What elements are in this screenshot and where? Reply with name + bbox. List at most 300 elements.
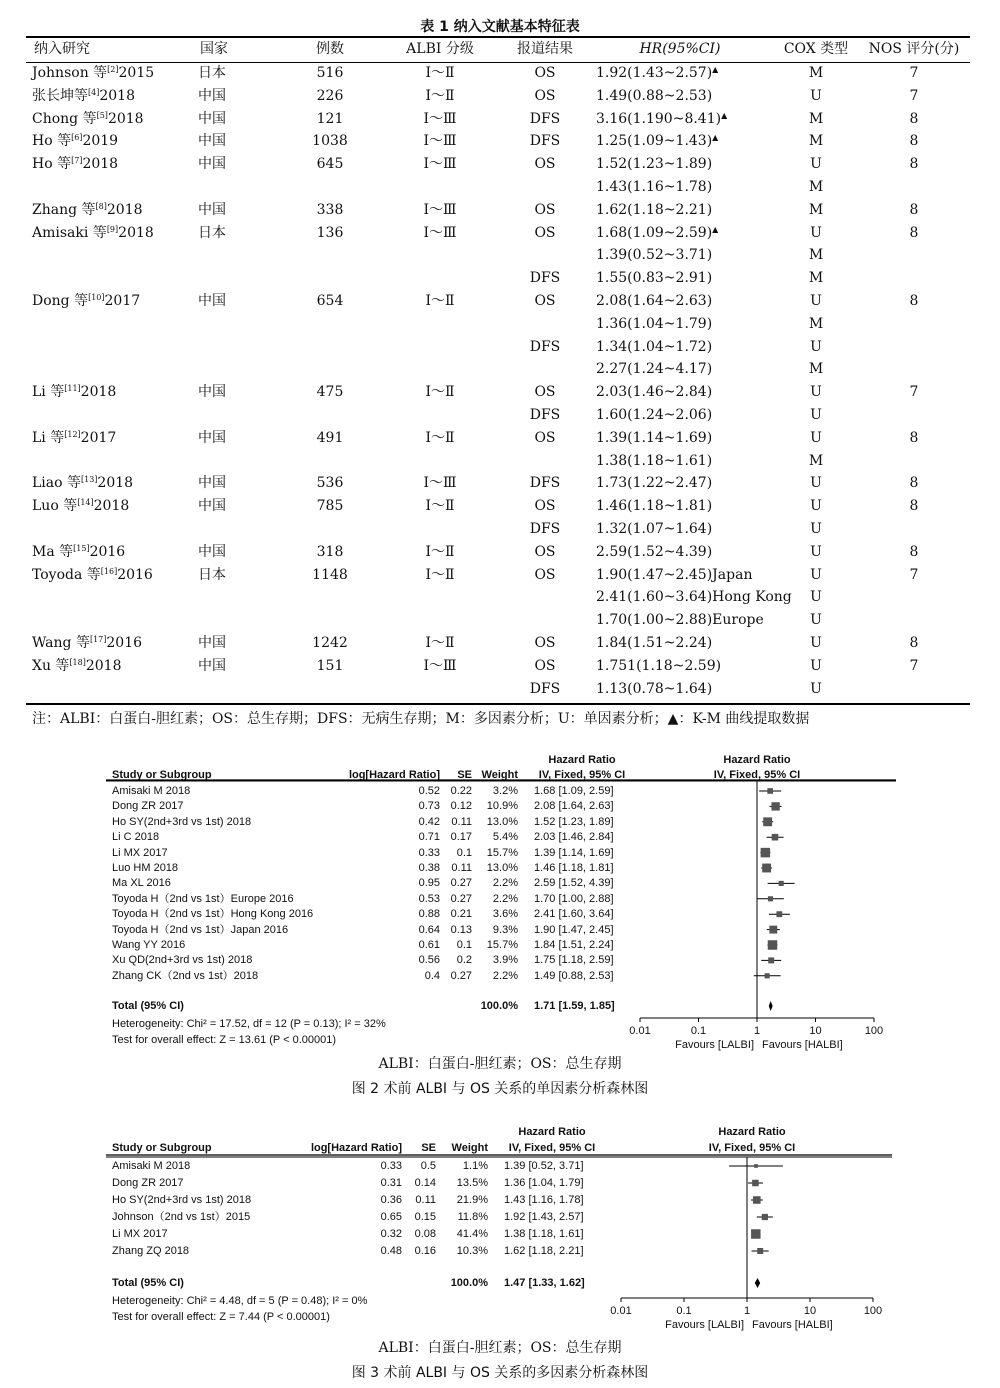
total-ci: 1.47 [1.33, 1.62] <box>504 1277 585 1289</box>
hazard-ratio-ci: 1.68 [1.09, 2.59] <box>534 785 614 797</box>
nos-score-cell: 8 <box>909 293 919 309</box>
hazard-ratio-ci: 1.92 [1.43, 2.57] <box>504 1211 584 1223</box>
ci-header: IV, Fixed, 95% CI <box>508 1142 596 1154</box>
hr-plot-group-header: Hazard Ratio <box>718 1126 786 1138</box>
study-name: Zhang 等 <box>32 201 96 218</box>
sample-size-cell: 151 <box>316 657 344 674</box>
hazard-ratio-value: 1.84(1.51~2.24) <box>596 635 713 651</box>
study-year: 2018 <box>80 384 117 401</box>
log-hazard-ratio: 0.38 <box>418 862 440 874</box>
country-cell: 日本 <box>198 65 226 81</box>
x-axis-tick-label: 10 <box>809 1025 822 1037</box>
reference-mark: [8] <box>95 201 107 211</box>
standard-error: 0.27 <box>450 969 472 982</box>
standard-error: 0.11 <box>415 1194 436 1206</box>
reference-mark: [2] <box>107 65 119 74</box>
cox-type-cell: M <box>808 179 824 195</box>
country-cell: 中国 <box>198 498 226 515</box>
nos-score-cell: 7 <box>909 657 919 674</box>
hazard-ratio-value: 1.32(1.07~1.64) <box>596 521 713 537</box>
log-hazard-ratio: 0.52 <box>418 785 440 797</box>
albi-grade-cell: Ⅰ～Ⅲ <box>423 110 457 127</box>
country-cell: 中国 <box>198 657 226 674</box>
hazard-ratio-value: 1.43(1.16~1.78) <box>596 179 713 195</box>
plot-ci-header: IV, Fixed, 95% CI <box>708 1142 796 1154</box>
study-square-marker <box>752 1180 758 1186</box>
log-hazard-ratio: 0.71 <box>418 831 440 844</box>
study-name: Liao 等 <box>32 475 81 492</box>
albi-grade-cell: Ⅰ～Ⅱ <box>425 65 455 81</box>
favours-right-label: Favours [HALBI] <box>752 1319 833 1331</box>
standard-error: 0.11 <box>451 862 472 874</box>
log-hazard-ratio: 0.53 <box>418 892 440 905</box>
study-name: Luo 等 <box>32 498 78 515</box>
study-year: 2018 <box>107 110 144 127</box>
hazard-ratio-value: 2.41(1.60~3.64)Hong Kong <box>596 589 792 606</box>
log-hazard-ratio: 0.33 <box>380 1160 402 1172</box>
hazard-ratio-ci: 1.39 [0.52, 3.71] <box>504 1160 584 1172</box>
study-name: Ho SY(2nd+3rd vs 1st) 2018 <box>112 1194 252 1206</box>
km-curve-mark: ▲ <box>712 65 719 74</box>
country-cell: 中国 <box>198 110 226 127</box>
country-cell: 日本 <box>198 566 226 583</box>
study-name: Toyoda H（2nd vs 1st）Hong Kong 2016 <box>112 908 314 921</box>
study-name: Amisaki 等 <box>32 224 107 241</box>
col-loghr-header: log[Hazard Ratio] <box>310 1142 402 1154</box>
hazard-ratio-ci: 2.08 [1.64, 2.63] <box>534 800 614 813</box>
reference-mark: [18] <box>69 657 86 667</box>
col-weight-header: Weight <box>481 769 518 781</box>
standard-error: 0.13 <box>450 923 472 936</box>
study-name: Xu 等 <box>32 657 70 674</box>
study-name: Dong 等 <box>32 293 89 309</box>
hazard-ratio-value: 1.39(0.52~3.71) <box>596 247 713 264</box>
study-year: 2018 <box>118 224 154 241</box>
albi-grade-cell: Ⅰ～Ⅱ <box>425 635 455 651</box>
cox-type-cell: U <box>810 293 822 309</box>
hr-group-header: Hazard Ratio <box>548 754 616 766</box>
table-header-cell: ALBI 分级 <box>406 41 474 57</box>
standard-error: 0.12 <box>450 800 472 813</box>
nos-score-cell: 7 <box>909 65 919 81</box>
km-curve-mark: ▲ <box>721 110 728 120</box>
nos-score-cell: 8 <box>909 543 919 560</box>
country-cell: 中国 <box>198 201 226 218</box>
study-year: 2019 <box>82 133 119 150</box>
favours-left-label: Favours [LALBI] <box>665 1319 744 1331</box>
hazard-ratio-value: 3.16(1.190~8.41) <box>596 110 722 127</box>
table-note: 注：ALBI：白蛋白-胆红素；OS：总生存期；DFS：无病生存期；M：多因素分析；U：单因素分析；▲：K-M 曲线提取数据 <box>32 711 810 727</box>
log-hazard-ratio: 0.32 <box>380 1228 402 1240</box>
cox-type-cell: M <box>808 201 824 218</box>
hazard-ratio-value: 2.59(1.52~4.39) <box>596 543 713 560</box>
hazard-ratio-value: 1.46(1.18~1.81) <box>596 498 713 515</box>
figure-footnote: ALBI：白蛋白-胆红素；OS：总生存期 <box>378 1340 622 1356</box>
study-name: Amisaki M 2018 <box>112 785 191 797</box>
study-weight: 2.2% <box>492 969 518 982</box>
x-axis-tick-label: 100 <box>863 1305 883 1317</box>
hazard-ratio-value: 1.36(1.04~1.79) <box>596 315 713 332</box>
hazard-ratio-ci: 1.70 [1.00, 2.88] <box>534 892 614 905</box>
nos-score-cell: 8 <box>909 133 919 150</box>
log-hazard-ratio: 0.4 <box>424 969 440 982</box>
study-name: Chong 等 <box>32 110 97 127</box>
total-weight: 100.0% <box>480 1000 518 1012</box>
study-square-marker <box>754 1164 758 1168</box>
col-se-header: SE <box>421 1142 436 1154</box>
study-weight: 3.2% <box>492 785 518 797</box>
country-cell: 中国 <box>198 156 226 173</box>
standard-error: 0.17 <box>450 831 472 844</box>
col-study-header: Study or Subgroup <box>112 1142 212 1154</box>
table-header-cell: 报道结果 <box>517 41 573 57</box>
cox-type-cell: U <box>810 429 822 446</box>
study-name: Zhang CK（2nd vs 1st）2018 <box>112 969 259 982</box>
log-hazard-ratio: 0.65 <box>380 1211 402 1223</box>
hazard-ratio-ci: 1.36 [1.04, 1.79] <box>504 1177 584 1189</box>
col-loghr-header: log[Hazard Ratio] <box>348 769 440 781</box>
sample-size-cell: 645 <box>316 156 344 173</box>
study-name: Dong ZR 2017 <box>112 1177 184 1189</box>
study-name: Ho 等 <box>32 133 72 150</box>
study-weight: 21.9% <box>456 1194 488 1206</box>
table-header-cell: HR(95%CI) <box>639 41 721 57</box>
outcome-cell: OS <box>534 635 556 651</box>
nos-score-cell: 7 <box>909 566 919 583</box>
country-cell: 中国 <box>198 543 226 560</box>
study-name: Ho 等 <box>32 156 72 173</box>
hazard-ratio-value: 1.68(1.09~2.59) <box>596 224 713 241</box>
nos-score-cell: 8 <box>909 429 919 446</box>
albi-grade-cell: Ⅰ～Ⅲ <box>423 133 457 150</box>
study-year: 2018 <box>99 87 135 104</box>
outcome-cell: DFS <box>529 133 561 150</box>
hazard-ratio-value: 1.62(1.18~2.21) <box>596 201 713 218</box>
study-name: Ma XL 2016 <box>112 877 171 890</box>
hazard-ratio-ci: 1.62 [1.18, 2.21] <box>504 1245 584 1257</box>
figure-footnote: ALBI：白蛋白-胆红素；OS：总生存期 <box>378 1056 622 1072</box>
albi-grade-cell: Ⅰ～Ⅱ <box>425 293 455 309</box>
log-hazard-ratio: 0.64 <box>418 923 440 936</box>
hr-group-header: Hazard Ratio <box>518 1126 586 1138</box>
nos-score-cell: 8 <box>909 498 919 515</box>
study-weight: 3.9% <box>492 954 518 967</box>
sample-size-cell: 136 <box>316 224 344 241</box>
sample-size-cell: 516 <box>316 65 344 81</box>
study-name: Li 等 <box>32 384 65 401</box>
study-name: Johnson（2nd vs 1st）2015 <box>112 1211 251 1223</box>
plot-ci-header: IV, Fixed, 95% CI <box>713 769 801 781</box>
reference-mark: [11] <box>64 384 81 394</box>
cox-type-cell: M <box>808 110 824 127</box>
albi-grade-cell: Ⅰ～Ⅲ <box>423 224 457 241</box>
albi-grade-cell: Ⅰ～Ⅱ <box>425 543 455 560</box>
study-name: Dong ZR 2017 <box>112 800 184 813</box>
sample-size-cell: 1242 <box>312 635 348 651</box>
albi-grade-cell: Ⅰ～Ⅲ <box>423 156 457 173</box>
study-year: 2018 <box>106 201 143 218</box>
study-weight: 5.4% <box>492 831 518 844</box>
country-cell: 中国 <box>198 429 226 446</box>
cox-type-cell: U <box>810 384 822 401</box>
study-name: Toyoda H（2nd vs 1st）Japan 2016 <box>112 923 289 936</box>
cox-type-cell: M <box>808 315 824 332</box>
cox-type-cell: U <box>810 156 822 173</box>
albi-grade-cell: Ⅰ～Ⅱ <box>425 566 455 583</box>
hazard-ratio-value: 1.92(1.43~2.57) <box>596 65 713 81</box>
study-weight: 41.4% <box>456 1228 488 1240</box>
x-axis-tick-label: 0.01 <box>629 1025 651 1037</box>
standard-error: 0.5 <box>420 1160 436 1172</box>
study-name: Li MX 2017 <box>112 846 168 859</box>
pooled-effect-diamond <box>755 1278 760 1288</box>
outcome-cell: OS <box>534 498 556 515</box>
nos-score-cell: 8 <box>909 110 919 127</box>
study-year: 2016 <box>117 566 153 583</box>
hazard-ratio-ci: 1.39 [1.14, 1.69] <box>534 846 614 859</box>
country-cell: 中国 <box>198 384 226 401</box>
albi-grade-cell: Ⅰ～Ⅱ <box>425 384 455 401</box>
cox-type-cell: U <box>810 543 822 560</box>
hazard-ratio-value: 2.03(1.46~2.84) <box>596 384 713 401</box>
study-name: Ho SY(2nd+3rd vs 1st) 2018 <box>112 815 252 828</box>
study-name: Wang YY 2016 <box>112 939 186 951</box>
study-weight: 10.3% <box>456 1245 488 1257</box>
study-weight: 13.0% <box>486 862 518 874</box>
cox-type-cell: M <box>808 270 824 287</box>
log-hazard-ratio: 0.56 <box>418 954 440 967</box>
cox-type-cell: U <box>810 635 822 651</box>
study-name: Li MX 2017 <box>112 1228 168 1240</box>
albi-grade-cell: Ⅰ～Ⅲ <box>423 201 457 218</box>
cox-type-cell: M <box>808 133 824 150</box>
sample-size-cell: 491 <box>316 429 344 446</box>
nos-score-cell: 8 <box>909 635 919 651</box>
cox-type-cell: U <box>810 475 822 492</box>
cox-type-cell: U <box>810 657 822 674</box>
standard-error: 0.27 <box>450 877 472 890</box>
study-weight: 15.7% <box>486 939 518 951</box>
col-se-header: SE <box>457 769 472 781</box>
study-weight: 13.0% <box>486 815 518 828</box>
study-name: Zhang ZQ 2018 <box>112 1245 190 1257</box>
nos-score-cell: 8 <box>909 475 919 492</box>
study-weight: 3.6% <box>492 908 518 921</box>
nos-score-cell: 8 <box>909 224 919 241</box>
reference-mark: [17] <box>89 635 107 644</box>
study-year: 2018 <box>85 657 122 674</box>
study-weight: 15.7% <box>486 846 518 859</box>
sample-size-cell: 654 <box>316 293 344 309</box>
x-axis-tick-label: 1 <box>743 1305 751 1317</box>
study-square-marker <box>757 1248 763 1254</box>
sample-size-cell: 1148 <box>312 566 348 583</box>
cox-type-cell: U <box>810 498 822 515</box>
log-hazard-ratio: 0.33 <box>418 846 440 859</box>
cox-type-cell: M <box>808 452 824 469</box>
hazard-ratio-ci: 2.41 [1.60, 3.64] <box>534 908 614 921</box>
hazard-ratio-value: 1.13(0.78~1.64) <box>596 680 713 697</box>
hazard-ratio-value: 1.55(0.83~2.91) <box>596 270 713 287</box>
outcome-cell: OS <box>534 87 556 104</box>
outcome-cell: OS <box>534 65 556 81</box>
sample-size-cell: 536 <box>316 475 344 492</box>
study-name: Li C 2018 <box>112 831 160 844</box>
country-cell: 中国 <box>198 87 226 104</box>
standard-error: 0.22 <box>450 785 472 797</box>
table-title: 表 1 纳入文献基本特征表 <box>420 19 580 35</box>
overall-effect-test: Test for overall effect: Z = 13.61 (P < 0.00001) <box>112 1034 337 1046</box>
reference-mark: [13] <box>81 475 98 485</box>
study-square-marker <box>762 1214 768 1220</box>
hazard-ratio-value: 1.38(1.18~1.61) <box>596 452 713 469</box>
outcome-cell: DFS <box>529 475 561 492</box>
hazard-ratio-ci: 1.84 [1.51, 2.24] <box>534 939 614 951</box>
log-hazard-ratio: 0.61 <box>418 939 440 951</box>
reference-mark: [15] <box>73 543 90 553</box>
col-weight-header: Weight <box>451 1142 488 1154</box>
table-header-cell: 国家 <box>200 41 228 57</box>
table-header-cell: COX 类型 <box>783 41 849 57</box>
x-axis-tick-label: 1 <box>753 1025 761 1037</box>
study-name: Li 等 <box>32 429 65 446</box>
heterogeneity-stats: Heterogeneity: Chi² = 4.48, df = 5 (P = 0.48); I² = 0% <box>112 1295 368 1307</box>
study-weight: 2.2% <box>492 892 518 905</box>
cox-type-cell: U <box>810 566 822 583</box>
albi-grade-cell: Ⅰ～Ⅲ <box>423 475 457 492</box>
outcome-cell: OS <box>534 429 556 446</box>
cox-type-cell: U <box>810 521 822 537</box>
albi-grade-cell: Ⅰ～Ⅱ <box>425 498 455 515</box>
study-weight: 11.8% <box>457 1211 488 1223</box>
outcome-cell: DFS <box>529 110 561 127</box>
standard-error: 0.27 <box>450 892 472 905</box>
standard-error: 0.16 <box>414 1245 436 1257</box>
nos-score-cell: 8 <box>909 156 919 173</box>
hazard-ratio-ci: 1.43 [1.16, 1.78] <box>504 1194 584 1206</box>
hazard-ratio-ci: 1.90 [1.47, 2.45] <box>534 923 614 936</box>
outcome-cell: OS <box>534 201 556 218</box>
outcome-cell: OS <box>534 543 556 560</box>
outcome-cell: OS <box>534 566 556 583</box>
total-label: Total (95% CI) <box>112 1277 184 1289</box>
study-year: 2018 <box>82 156 119 173</box>
x-axis-tick-label: 0.01 <box>610 1305 632 1317</box>
study-name: Amisaki M 2018 <box>112 1160 191 1172</box>
hazard-ratio-value: 1.25(1.09~1.43) <box>596 133 713 150</box>
cox-type-cell: U <box>810 680 822 697</box>
sample-size-cell: 121 <box>316 110 344 127</box>
study-name: Xu QD(2nd+3rd vs 1st) 2018 <box>112 954 253 967</box>
log-hazard-ratio: 0.42 <box>418 815 440 828</box>
standard-error: 0.14 <box>414 1177 436 1189</box>
x-axis-tick-label: 0.1 <box>676 1305 692 1317</box>
nos-score-cell: 7 <box>909 87 919 104</box>
reference-mark: [7] <box>71 156 83 166</box>
country-cell: 日本 <box>198 224 226 241</box>
hazard-ratio-value: 2.08(1.64~2.63) <box>596 293 713 309</box>
study-weight: 9.3% <box>492 923 518 936</box>
study-name: Toyoda H（2nd vs 1st）Europe 2016 <box>112 892 294 905</box>
study-name: Wang 等 <box>32 635 90 651</box>
cox-type-cell: U <box>810 338 822 355</box>
km-curve-mark: ▲ <box>712 224 719 234</box>
albi-grade-cell: Ⅰ～Ⅱ <box>425 429 455 446</box>
reference-mark: [12] <box>64 429 81 439</box>
hazard-ratio-value: 1.70(1.00~2.88)Europe <box>596 612 764 629</box>
col-study-header: Study or Subgroup <box>112 769 212 781</box>
outcome-cell: DFS <box>529 521 561 537</box>
cox-type-cell: U <box>810 224 822 241</box>
log-hazard-ratio: 0.48 <box>380 1245 402 1257</box>
albi-grade-cell: Ⅰ～Ⅲ <box>423 657 457 674</box>
hazard-ratio-ci: 1.38 [1.18, 1.61] <box>504 1228 584 1240</box>
favours-right-label: Favours [HALBI] <box>762 1039 843 1051</box>
reference-mark: [5] <box>96 110 108 120</box>
log-hazard-ratio: 0.88 <box>418 908 440 921</box>
study-weight: 10.9% <box>486 800 518 813</box>
albi-grade-cell: Ⅰ～Ⅱ <box>425 87 455 104</box>
hazard-ratio-value: 1.39(1.14~1.69) <box>596 429 713 446</box>
outcome-cell: OS <box>534 657 556 674</box>
cox-type-cell: M <box>808 65 824 81</box>
log-hazard-ratio: 0.95 <box>418 877 440 890</box>
heterogeneity-stats: Heterogeneity: Chi² = 17.52, df = 12 (P = 0.13); I² = 32% <box>112 1018 386 1030</box>
study-year: 2016 <box>106 635 143 651</box>
study-weight: 13.5% <box>456 1177 488 1189</box>
hazard-ratio-value: 1.52(1.23~1.89) <box>596 156 713 173</box>
table-header-cell: NOS 评分(分) <box>868 41 960 57</box>
hazard-ratio-ci: 2.59 [1.52, 4.39] <box>534 877 614 890</box>
standard-error: 0.1 <box>456 939 472 951</box>
log-hazard-ratio: 0.36 <box>380 1194 402 1206</box>
study-name: Ma 等 <box>32 543 74 560</box>
x-axis-tick-label: 10 <box>803 1305 817 1317</box>
study-name: Toyoda 等 <box>32 566 101 583</box>
outcome-cell: DFS <box>529 270 561 287</box>
outcome-cell: DFS <box>529 407 561 423</box>
hazard-ratio-value: 2.27(1.24~4.17) <box>596 361 713 378</box>
sample-size-cell: 785 <box>316 498 344 515</box>
nos-score-cell: 8 <box>909 201 919 218</box>
figure-caption: 图 2 术前 ALBI 与 OS 关系的单因素分析森林图 <box>351 1081 649 1097</box>
hazard-ratio-value: 1.90(1.47~2.45)Japan <box>596 566 753 583</box>
study-weight: 1.1% <box>462 1160 488 1172</box>
ci-header: IV, Fixed, 95% CI <box>538 769 626 781</box>
study-year: 2017 <box>104 293 141 309</box>
hazard-ratio-value: 1.751(1.18~2.59) <box>596 657 722 674</box>
cox-type-cell: M <box>808 361 824 378</box>
x-axis-tick-label: 0.1 <box>690 1025 707 1037</box>
overall-effect-test: Test for overall effect: Z = 7.44 (P < 0.00001) <box>112 1311 330 1323</box>
reference-mark: [9] <box>106 224 119 234</box>
study-year: 2016 <box>89 543 126 560</box>
hazard-ratio-ci: 1.75 [1.18, 2.59] <box>534 954 614 967</box>
hazard-ratio-value: 1.34(1.04~1.72) <box>596 338 713 355</box>
outcome-cell: DFS <box>529 338 561 355</box>
table-header-cell: 纳入研究 <box>34 41 90 57</box>
figure-caption: 图 3 术前 ALBI 与 OS 关系的多因素分析森林图 <box>351 1365 649 1381</box>
sample-size-cell: 226 <box>316 87 344 104</box>
study-name: 张长坤等 <box>32 87 88 104</box>
outcome-cell: OS <box>534 384 556 401</box>
study-name: Johnson 等 <box>32 65 108 81</box>
km-curve-mark: ▲ <box>712 133 719 143</box>
total-weight: 100.0% <box>450 1277 488 1289</box>
country-cell: 中国 <box>198 133 226 150</box>
sample-size-cell: 475 <box>316 384 344 401</box>
country-cell: 中国 <box>198 475 226 492</box>
